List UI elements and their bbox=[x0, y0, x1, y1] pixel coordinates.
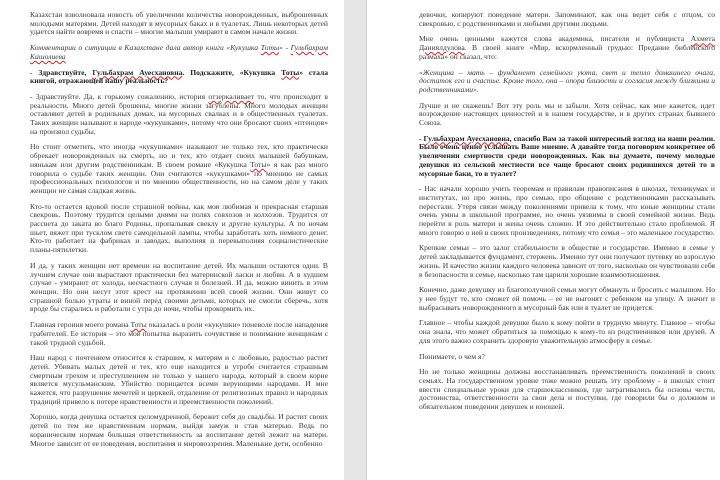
text-run: Конечно, даже девушку из благополучной семьи могут обмануть и бросить с малышом. Но у нее будут те, кто сможет ей помочь – ее не выгонят с ребенком на улицу. А значит и выбрасывать новорожденного в мусорный бак или в туалет не придется. bbox=[419, 285, 715, 312]
text-run: . В своей книге «Мир, вскормленный грудью: Предание библейского размаха» он сказал, что: bbox=[419, 43, 715, 61]
text-run: - Нас начали хорошо учить теоремам и правилам правописания в школах, техникумах и институтах, но про жизнь, про семью, про общение с родственниками рассказывать перестали. Утеря связи между поколениями привела к тому, что юные женщины стали очень умны в школьной программе, но очень уязвимы в своей семейной жизни. Ведь перейти в роль матери и жены очень сложно. И это действительно стало проблемой. Я много говорю о ней в своих произведениях, потому что семья – это маленькое государство. bbox=[419, 184, 715, 237]
spellcheck-flagged-word: Гульбахрам Ауесхановна bbox=[423, 133, 510, 143]
text-run: Комментарии о ситуации в Казахстане дала автор книги «Кукушка bbox=[30, 43, 261, 53]
text-run: Но не только женщины должны восстанавливать преемственность поколений в своих семьях. На государственном уровне тоже можно решать эту проблему - в школах стоит ввести специальные уроки для старшеклассников, где затрагивались бы основы чести, достоинства, ответственности за свои дела и поступки, где говорили бы о должном и обязательном поведении девушек и юношей. bbox=[419, 367, 715, 412]
page-text-column bbox=[419, 11, 715, 419]
text-run: Главная героиня моего романа bbox=[30, 320, 131, 330]
paragraph bbox=[30, 11, 328, 37]
paragraph bbox=[30, 143, 328, 195]
text-run: то, что происходит в реальности. Много детей брошены, многие жизни загублены. Много молодых женщин оставляют детей в родильных домах, на мусорных свалках и в общественных туалетах. Таких женщин называют в народе «кукушками», потому что они бросают своих «птенцов» на произвол судьбы. bbox=[30, 91, 328, 136]
text-run: Казахстан взволновала новость об увеличении количества новорожденных, выброшенных молодыми матерями. Детей находят в мусорных баках и в туалетах. Лишь некоторых детей удается найти вовремя и спасти – многие малыши умирают в самом начале жизни. bbox=[30, 10, 328, 37]
paragraph bbox=[419, 35, 715, 61]
spellcheck-flagged-word: Гульбахрам Кашолиева bbox=[30, 43, 328, 61]
text-run: Понимаете, о чем я? bbox=[419, 351, 485, 361]
spellcheck-flagged-word: Гульбахрам Ауесхановна bbox=[92, 67, 183, 77]
paragraph bbox=[30, 354, 328, 406]
text-run: «Женщина – мать – фундамент семейного уюта, свет и тепло домашнего очага, достаток его и счастье. Кроме того, она – опора близости и согласия между близкими и родственниками». bbox=[419, 67, 715, 94]
text-run: И да, у таких женщин нет времени на воспитание детей. Их малыши остаются одни. В лучшем случае они вырастают практически без материнской ласки и любви. А в худшем случае - умирают от холода, несчастного случая и болезней. И да, можно винить в этом женщин. Но они несут этот крест на протяжении всей своей жизни. Они живут со страшной болью утраты и виной перед своими детьми, которых не смогли сберечь, хотя вроде бы старались и работали с утра до ночи, чтобы прокормить их. bbox=[30, 260, 328, 314]
paragraph bbox=[419, 185, 715, 237]
paragraph bbox=[419, 286, 715, 312]
paragraph bbox=[30, 93, 328, 137]
document-page-right bbox=[366, 0, 720, 480]
text-run: . Подскажите, «Кукушка bbox=[182, 67, 282, 77]
spellcheck-flagged-word: Тоты bbox=[281, 67, 300, 77]
text-run: Но стоит отметить, что иногда «кукушками» называют не только тех, кто практически обрекает новорожденных на смерть, но и тех, кто отдает своих малышей бабушкам, нянькам или другим родственникам. В своем романе «Кукушка bbox=[30, 142, 328, 169]
paragraph bbox=[419, 368, 715, 412]
spellcheck-flagged-word: Тоты bbox=[260, 43, 280, 53]
text-run: - Здравствуйте, bbox=[30, 67, 93, 77]
interview-question bbox=[419, 135, 715, 179]
text-run: Лучше и не скажешь! Вот эту роль мы и забыли. Хотя сейчас, как мне кажется, идет возрождение настоящих ценностей и в нашем государстве, и в других странах бывшего Союза. bbox=[419, 100, 715, 128]
text-run: Главное – чтобы каждой девушке было к кому пойти в трудную минуту. Главное – чтобы она знала, что может обратиться за помощью к кому-то из родственников или друзей. А для этого важно сохранить здоровую уважительную атмосферу в семье. bbox=[419, 318, 715, 345]
paragraph bbox=[419, 11, 715, 28]
text-run: » я как раз много говорила о судьбе таких женщин. Они считаются «кукушками» по мнению не самых профессиональных психологов и по мнению общественности, но на самом деле у таких женщин не самая сладкая жизнь. bbox=[30, 159, 329, 195]
text-run: » - bbox=[279, 43, 291, 53]
text-run: Хорошо, когда девушка остается целомудренной, бережет себя до свадьбы. И растит своих детей по тем же нравственным нормам, выйдя замуж и став матерью. Ведь по кораническим нормам большая ответственность за воспитание детей лежит на матери. Многое зависит от ее поведения, воспитания и мировоззрения. Маленькие дети, особенно bbox=[30, 412, 328, 448]
spellcheck-flagged-word: Ахмета Даниялдулова bbox=[419, 34, 715, 53]
paragraph bbox=[30, 203, 328, 255]
text-run: девочки, копируют поведение матери. Запоминают, как она ведет себя с отцом, со свекровью, с родственниками и любыми другими людьми. bbox=[419, 10, 715, 28]
paragraph bbox=[419, 319, 715, 345]
text-run: » стала книгой, отражающей нашу реальность? bbox=[30, 67, 329, 86]
spellcheck-flagged-word: Тоты bbox=[250, 159, 267, 169]
document-page-left bbox=[0, 0, 344, 480]
text-run: - Здравствуйте. Да, к горькому сожалению, история bbox=[30, 91, 209, 101]
paragraph bbox=[30, 413, 328, 448]
paragraph bbox=[419, 244, 715, 279]
page-text-column bbox=[30, 11, 328, 455]
text-run: оказалась в роли «кукушки» поневоле после нападения грабителей. Ее история – это моя попытка выразить сочувствие и понимание женщинам с такой трудной судьбой. bbox=[30, 320, 328, 347]
paragraph bbox=[419, 353, 715, 362]
spellcheck-flagged-word: отзеркаливает bbox=[208, 91, 255, 101]
text-run: Наш народ с почтением относится к старшим, к матерям и с любовью, радостью растит детей. Убивать малых детей и тех, кто еще находится в утробе считается страшным смертным грехом и преступлением не только у нашего народа, который в своем корне является мусульманским. Убийство порицается всеми верующими народами. И мне кажется, что разрушение мечетей и церквей, отдаление от религиозных правил и народных традиций привело к потере нравственности и преемственности поколений. bbox=[30, 353, 328, 406]
text-run: Мне очень ценными кажутся слова академика, писателя и публициста bbox=[419, 34, 691, 44]
paragraph bbox=[30, 262, 328, 314]
paragraph bbox=[30, 321, 328, 347]
interview-question bbox=[30, 69, 328, 86]
text-run: - bbox=[419, 133, 424, 143]
italic-paragraph bbox=[30, 44, 328, 61]
italic-paragraph bbox=[419, 69, 715, 95]
spellcheck-flagged-word: Тоты bbox=[130, 320, 147, 330]
paragraph bbox=[419, 102, 715, 128]
text-run: Крепкие семьи – это залог стабильности в обществе и государстве. Именно в семье у детей закладывается фундамент, стержень. Именно тут они получают путевку во взрослую жизнь. И качество жизни каждого человека зависит от того, насколько он чувствовали себя в безопасности в семье, насколько там царили хорошие взаимоотношения. bbox=[419, 243, 715, 279]
text-run: Кто-то остается вдовой после страшной войны, как моя любимая и прекрасная старшая свекровь. Поэтому трудится целыми днями на полях совхозов и колхозов. Трудится от рассвета до заката во благо Родины, пропалывая свеклу и другие культуры. А по ночам шьет, вяжет при тусклом свете самодельной лампы, чтобы заработать хоть немного денег. Кто-то работает на фабриках и заводах, выполняя и перевыполняя социалистические планы-пятилетки. bbox=[30, 201, 328, 255]
text-run: , спасибо Вам за такой интересный взгляд на наши реалии. Было очень ценно услышать Ваше мнение. А давайте тогда поговорим конкретнее об увеличении смертности среди новорожденных. Как вы думаете, почему молодые девушки из сельской местности все чаще бросают своих родившихся детей то в мусорные баки, то в туалет? bbox=[419, 133, 715, 178]
